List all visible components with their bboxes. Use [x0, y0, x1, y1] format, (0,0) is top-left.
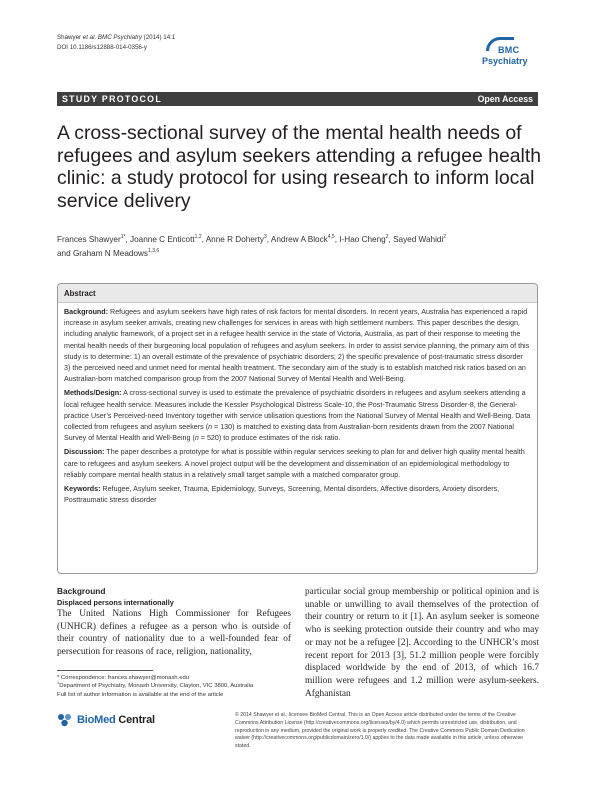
author-name[interactable]: I-Hao Cheng	[339, 235, 386, 244]
doi-line[interactable]: DOI 10.1186/s12888-014-0356-y	[57, 43, 148, 51]
abstract-methods-text: = 520) to produce estimates of the risk ratio.	[198, 434, 341, 443]
license-text: © 2014 Shawyer et al.; licensee BioMed Central. This is an Open Access article distributed under the terms of the Creative Commons Attribution License (http://creativecommons.org/licenses/by/4.0) which permits unrestricted use, distribution, and reproduction in any medium, provided the original work is properly credited. The Creative Commons Public Domain Dedication waiver (http://creativecommons.org/publicdomain/zero/1.0/) applies to the data made available in this article, unless otherwise stated.	[235, 712, 525, 750]
abstract-keywords-text: Refugee, Asylum seeker, Trauma, Epidemiology, Surveys, Screening, Mental disorders, Affective disorders, Anxiety disorders, Posttraumatic stress disorder	[64, 485, 500, 505]
author-name[interactable]: Anne R Doherty	[205, 235, 264, 244]
open-access-label: Open Access	[477, 94, 533, 104]
journal-logo	[482, 37, 542, 69]
author-affiliation: 1,3,6	[148, 247, 160, 254]
abstract-background	[64, 307, 531, 385]
author-affiliation: 2	[385, 234, 389, 240]
body-paragraph: particular social group membership or political opinion and is unable or unwilling to avail themselves of the protection of their country or return to it [1]. An asylum seeker is someone who is seeking protection outside their country and who may or may not be a refugee [2]. According to the UNHCR’s most recent report for 2013 [3], 51.2 million people were forcibly displaced worldwide by the end of 2013, of which 16.7 million were refugees and 1.2 million were asylum-seekers. Afghanistan	[305, 587, 539, 699]
body-column-right	[305, 586, 539, 700]
author-name[interactable]: Sayed Wahidi	[393, 235, 444, 244]
abstract-body	[58, 303, 537, 506]
abstract-background-text: Refugees and asylum seekers have high rates of risk factors for mental disorders. In recent years, Australia has experienced a rapid increase in asylum seeker arrivals, creating new challenges for services in areas with high settlement numbers. This paper describes the design, including analytic framework, of a project set in a refugee health service in the state of Victoria, Australia, as part of their response to meeting the mental health needs of their burgeoning local population of refugees and asylum seekers. In order to assist service planning, the primary aim of this study is to determine: 1) an overall estimate of the prevalence of psychiatric disorders; 2) the specific prevalence of post-traumatic stress disorder 3) the perceived need and unmet need for mental health treatment. The secondary aim of the study is to establish matched risk ratios based on an Australian-born matched comparison group from the 2007 National Survey of Mental Health and Well-Being.	[64, 308, 530, 384]
article-type-label: STUDY PROTOCOL	[62, 94, 162, 104]
section-heading: Background	[57, 586, 106, 596]
author-affiliation: 3	[263, 234, 267, 240]
author-name[interactable]: Graham N Meadows	[72, 248, 149, 258]
body-column-left	[57, 586, 291, 659]
publisher-logo	[57, 712, 177, 728]
author-list: Frances Shawyer$^{1*}$, Joanne C Enticott$^{1,2}$, Anne R Doherty$^3$, Andrew A Block$^{4,5}$, I-Hao Cheng$^2$, Sayed Wahidi$^2$ and Graham N Meadows$^{1,3,6}$	[57, 234, 447, 258]
footnote-divider	[57, 670, 153, 671]
journal-logo-name: Psychiatry	[482, 56, 528, 66]
abstract-discussion-label: Discussion:	[64, 448, 105, 457]
abstract-background-label: Background:	[64, 308, 109, 316]
correspondence-note[interactable]: * Correspondence: frances.shawyer@monash.edu	[57, 675, 190, 681]
article-title: A cross-sectional survey of the mental health needs of refugees and asylum seekers attending a refugee health clinic: a study protocol for using research to inform local service delivery	[57, 122, 542, 212]
author-affiliation: 1*	[120, 234, 126, 240]
publisher-name	[77, 714, 155, 726]
citation-volume: (2014) 14:1	[141, 34, 176, 41]
affiliation-note	[57, 682, 297, 690]
journal-logo-bmc: BMC	[498, 45, 520, 55]
citation-block	[57, 33, 175, 52]
author-affiliation: 2	[443, 234, 447, 240]
abstract-methods-text: A cross-sectional survey is used to estimate the prevalence of psychiatric disorders in refugees and asylum seekers attending a local refugee health service. Measures include the Kessler Psychological Distress Scale-10, the Post-Traumatic Stress Disorder-8, the General-practice User’s Perceived-need Inventory together with service utilisation questions from the National Survey of Mental Health and Well-Being. Data collected from refugees and asylum seekers (	[64, 389, 531, 432]
sample-size-symbol: n	[208, 423, 213, 432]
footnotes	[57, 674, 297, 699]
publisher-name-part1: BioMed	[77, 714, 116, 726]
abstract-heading: Abstract	[58, 284, 537, 303]
author-info-note: Full list of author information is available at the end of the article	[57, 691, 224, 698]
affiliation-number: 1	[57, 680, 60, 686]
abstract-methods-text: = 130) is matched to existing data from Australian-born residents drawn from the 2007 National Survey of Mental Health and Well-Being (	[64, 423, 514, 443]
abstract-keywords-label: Keywords:	[64, 485, 101, 494]
sample-size-symbol: n	[194, 434, 199, 443]
abstract-keywords	[64, 484, 531, 506]
body-paragraph: The United Nations High Commissioner for Refugees (UNHCR) defines a refugee as a person who is outside of their country of nationality due to a well-founded fear of persecution for reasons of race, religion, nationality,	[57, 609, 291, 658]
citation-line	[57, 33, 175, 43]
subsection-heading: Displaced persons internationally	[57, 598, 174, 607]
biomed-central-icon	[57, 713, 73, 727]
author-affiliation: 4,5	[327, 234, 335, 240]
citation-journal: et al. BMC Psychiatry	[82, 34, 142, 41]
abstract-methods-label: Methods/Design:	[64, 389, 122, 398]
affiliation-text: Department of Psychiatry, Monash University, Clayton, VIC 3800, Australia	[59, 683, 254, 690]
abstract-discussion	[64, 447, 531, 481]
abstract-methods	[64, 388, 531, 444]
author-name[interactable]: Frances Shawyer	[57, 235, 121, 244]
publisher-name-part2: Central	[115, 714, 155, 726]
citation-authors: Shawyer	[57, 34, 83, 41]
author-affiliation: 1,2	[194, 234, 202, 240]
author-name[interactable]: Joanne C Enticott	[130, 235, 195, 244]
author-name[interactable]: Andrew A Block	[270, 235, 328, 244]
abstract-box	[57, 283, 538, 574]
abstract-discussion-text: The paper describes a prototype for what is possible within regular services seeking to plan for and deliver high quality mental health care to refugees and asylum seekers. A novel project output will be the development and dissemination of an epidemiological methodology to reliably compare mental health status in a relatively small target sample with a matched comparator group.	[64, 448, 525, 479]
article-type-banner	[57, 92, 538, 106]
